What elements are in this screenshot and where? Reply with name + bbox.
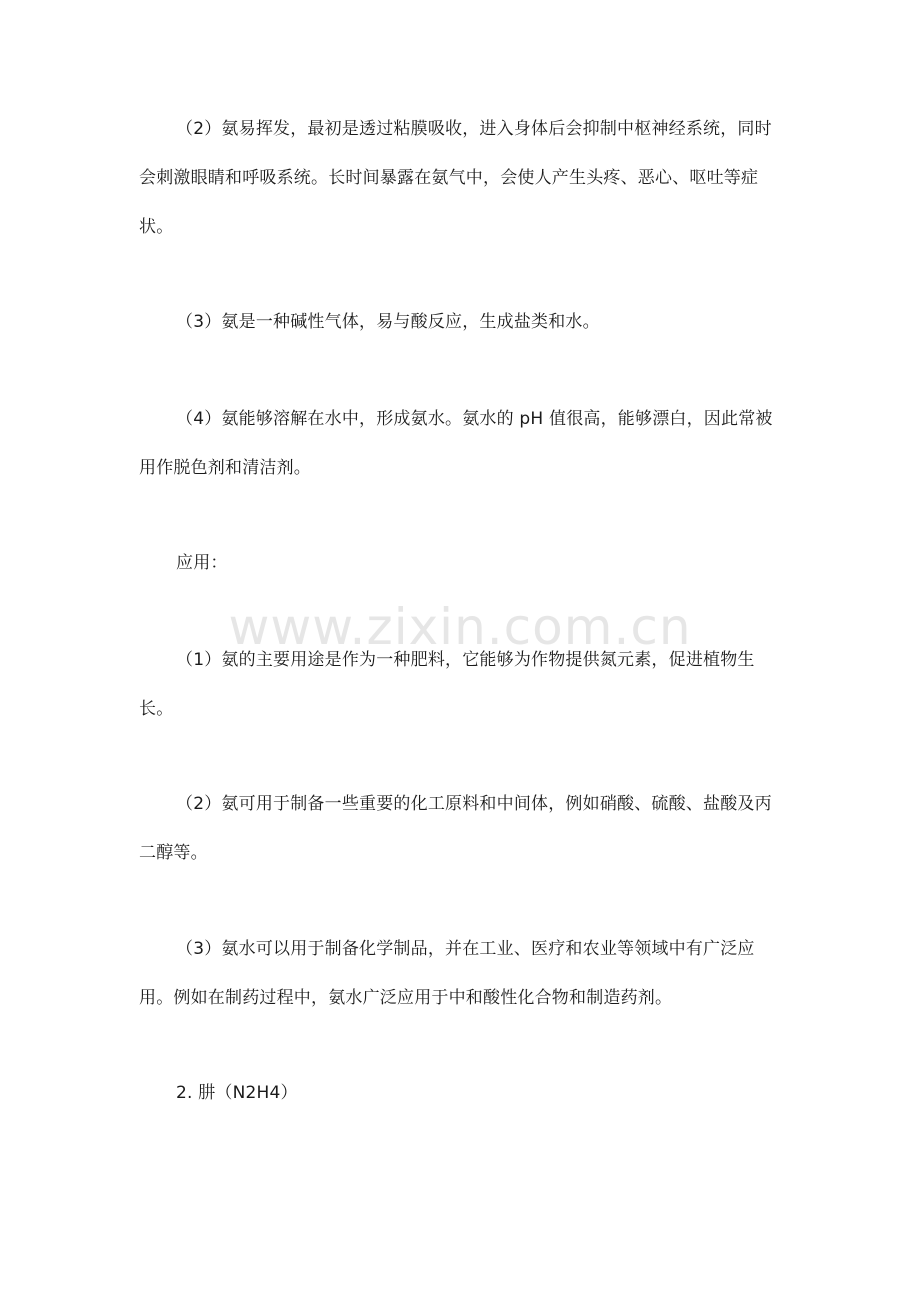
section-heading-applications: 应用：	[176, 553, 228, 573]
paragraph-chemical-raw-materials: （2）氨可用于制备一些重要的化工原料和中间体，例如硝酸、硫酸、盐酸及丙二醇等。	[139, 794, 772, 863]
watermark: www.zixin.com.cn	[228, 598, 692, 656]
paragraph-ammonia-basic: （3）氨是一种碱性气体，易与酸反应，生成盐类和水。	[176, 312, 600, 332]
paragraph-ammonia-volatility: （2）氨易挥发，最初是透过粘膜吸收，进入身体后会抑制中枢神经系统，同时会刺激眼睛和呼吸系统。长时间暴露在氨气中，会使人产生头疼、恶心、呕吐等症状。	[139, 119, 772, 237]
paragraph-fertilizer: （1）氨的主要用途是作为一种肥料，它能够为作物提供氮元素，促进植物生长。	[139, 650, 755, 719]
paragraph-ammonia-solution: （4）氨能够溶解在水中，形成氨水。氨水的 pH 值很高，能够漂白，因此常被用作脱色剂和清洁剂。	[139, 409, 773, 478]
section-heading-hydrazine: 2. 肼（N2H4）	[176, 1083, 298, 1103]
paragraph-ammonia-water-applications: （3）氨水可以用于制备化学制品，并在工业、医疗和农业等领域中有广泛应用。例如在制药过程中，氨水广泛应用于中和酸性化合物和制造药剂。	[139, 939, 755, 1008]
